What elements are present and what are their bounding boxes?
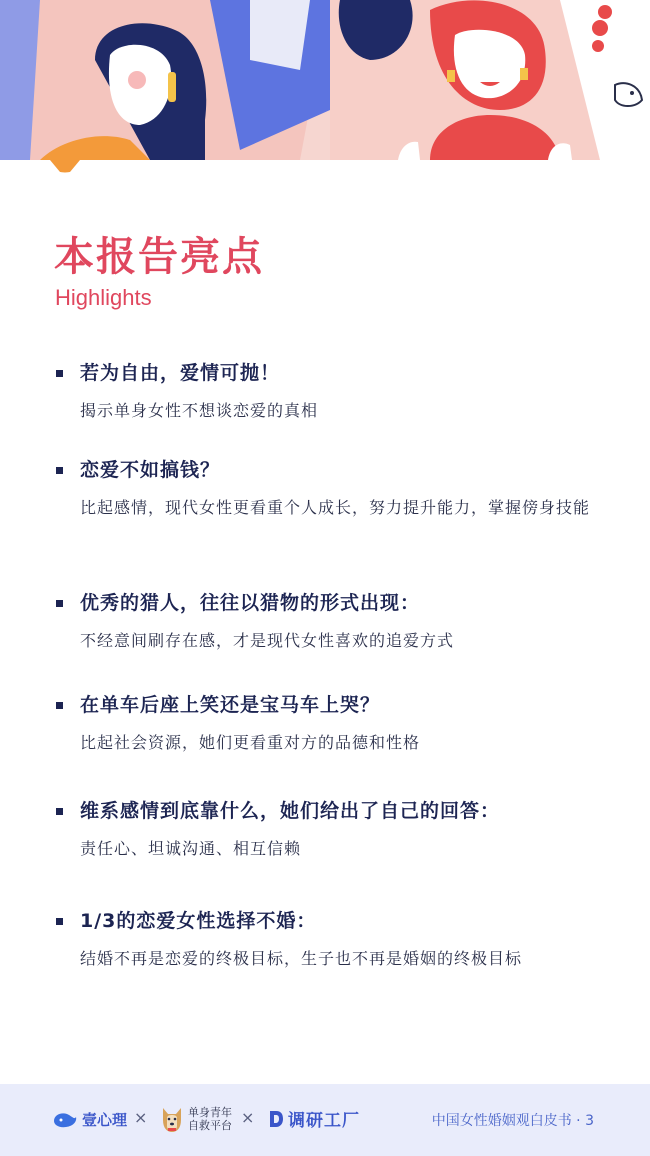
highlight-item: [54, 692, 594, 759]
highlight-item: [54, 908, 594, 975]
highlight-description: 结婚不再是恋爱的终极目标，生子也不再是婚姻的终极目标: [80, 949, 523, 968]
highlight-item: [54, 590, 594, 657]
highlight-description: 比起感情，现代女性更看重个人成长，努力提升能力，掌握傍身技能: [80, 498, 591, 517]
brand2-label: [188, 1106, 232, 1132]
brand2-line1: 单身青年: [188, 1106, 232, 1119]
illustration-women-art: [0, 0, 650, 180]
page-title: 本报告亮点: [54, 234, 264, 280]
whale-logo-icon: [52, 1111, 78, 1129]
dog-logo-icon: [160, 1104, 184, 1134]
brand1-label: 壹心理: [82, 1111, 128, 1129]
highlight-description: 责任心、坦诚沟通、相互信赖: [80, 839, 302, 858]
header-illustration: [0, 0, 650, 180]
highlight-description: 不经意间刷存在感，才是现代女性喜欢的追爱方式: [80, 631, 455, 650]
times-separator: ×: [134, 1108, 148, 1127]
highlight-item: [54, 798, 594, 865]
highlight-item: [54, 457, 594, 524]
brand-survey-factory: [268, 1106, 360, 1131]
brand2-line2: 自救平台: [188, 1119, 232, 1132]
highlight-heading: 若为自由，爱情可抛！: [80, 362, 281, 384]
bullet-icon: [56, 808, 63, 815]
brand-self-rescue: [160, 1104, 232, 1134]
highlight-heading: 优秀的猎人，往往以猎物的形式出现：: [80, 592, 421, 614]
times-separator: ×: [241, 1108, 255, 1127]
bullet-icon: [56, 702, 63, 709]
highlight-description: 比起社会资源，她们更看重对方的品德和性格: [80, 733, 421, 752]
report-page-label: 中国女性婚姻观白皮书 · 3: [431, 1113, 594, 1129]
highlight-heading: 维系感情到底靠什么，她们给出了自己的回答：: [80, 800, 501, 822]
page-subtitle: Highlights: [55, 285, 152, 310]
highlight-heading: 在单车后座上笑还是宝马车上哭？: [80, 694, 381, 716]
footer-bar: [0, 1084, 650, 1156]
brand-yixinli: [52, 1109, 127, 1130]
bullet-icon: [56, 918, 63, 925]
highlight-heading: 恋爱不如搞钱？: [80, 459, 221, 481]
bullet-icon: [56, 600, 63, 607]
brand3-label: 调研工厂: [288, 1111, 360, 1131]
highlight-heading: 1/3的恋爱女性选择不婚：: [80, 910, 317, 932]
bullet-icon: [56, 467, 63, 474]
highlight-item: [54, 360, 594, 427]
bullet-icon: [56, 370, 63, 377]
d-logo-icon: [268, 1109, 284, 1129]
highlight-description: 揭示单身女性不想谈恋爱的真相: [80, 401, 319, 420]
